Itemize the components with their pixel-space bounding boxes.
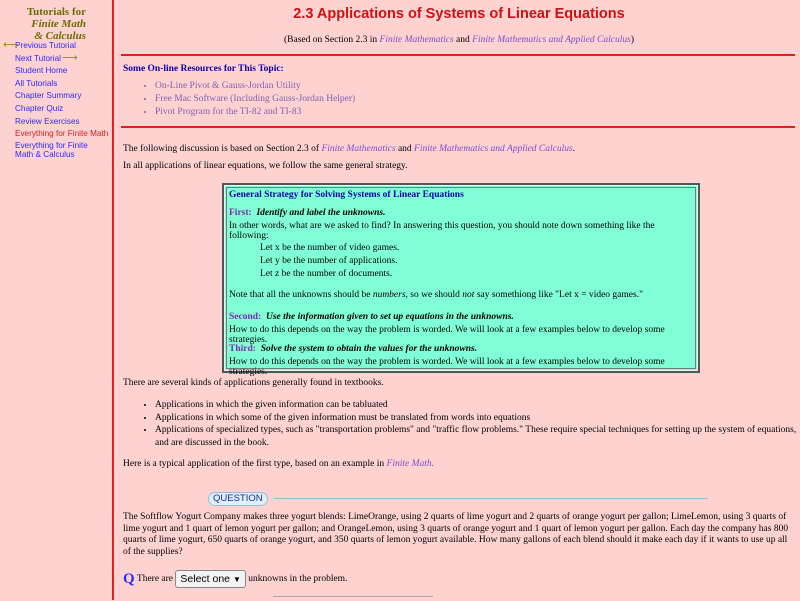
divider: [121, 126, 795, 128]
nav-next-tutorial[interactable]: [0, 53, 108, 66]
page-subtitle: [123, 35, 795, 45]
strategy-heading-text: General Strategy for Solving Systems of Linear Equations: [229, 190, 464, 200]
strategy-heading: [229, 190, 464, 200]
link-finite-math-applied-calculus[interactable]: Finite Mathematics and Applied Calculus: [472, 35, 631, 45]
nav-previous-tutorial[interactable]: [0, 40, 108, 53]
intro-text: and: [395, 144, 415, 154]
answer-suffix: unknowns in the problem.: [248, 574, 348, 585]
subtitle-text: ): [630, 35, 634, 45]
answer-prefix: There are: [136, 574, 174, 585]
nav-all-tutorials[interactable]: All Tutorials: [15, 78, 58, 88]
question-text: The Softflow Yogurt Company makes three yogurt blends: LimeOrange, using 2 quarts of lime yogurt and 2 quarts of orange yogurt per gallon; LimeLemon, using 3 quarts of lime yogurt and 1 quart of lemon yogurt per gallon; and OrangeLemon, using 3 quarts of orange yogurt and 1 quart of lemon yogurt per gallon. Each day the company has 800 quarts of lime yogurt, 650 quarts of orange yogurt, and 350 quarts of lemon yogurt available. How many gallons of each blend should it make each day if it wants to use up all of the supplies?: [123, 512, 789, 557]
question-label: QUESTION: [208, 492, 268, 506]
resource-link[interactable]: • On-Line Pivot & Gauss-Jordan Utility: [155, 80, 355, 93]
let-y: Let y be the number of applications.: [260, 256, 398, 266]
intro-text: The following discussion is based on Section 2.3 of: [123, 144, 322, 154]
note-emphasis: numbers,: [372, 290, 408, 300]
link-finite-math[interactable]: Finite Math.: [386, 459, 435, 469]
link-finite-mathematics-2[interactable]: Finite Mathematics: [321, 144, 396, 154]
next-input-peek: [273, 596, 433, 601]
kind-item: • Applications in which the given information can be tabluated: [155, 399, 800, 412]
resources-list: [139, 80, 355, 119]
question-rule: [274, 498, 708, 499]
subtitle-text: (Based on Section 2.3 in: [284, 35, 380, 45]
arrow-left-icon: ⟵: [3, 39, 19, 51]
q-marker-icon: Q: [123, 571, 135, 588]
chevron-down-icon: ▼: [232, 575, 241, 584]
note-text: Note that all the unknowns should be: [229, 290, 373, 300]
nav-everything-finite-math[interactable]: Everything for Finite Math: [15, 129, 109, 139]
sidebar: [0, 0, 110, 600]
brand-line-1: Tutorials for: [26, 6, 86, 18]
link-finite-mathematics[interactable]: Finite Mathematics: [379, 35, 454, 45]
sidebar-divider: [112, 0, 114, 600]
step-key: First:: [229, 208, 252, 218]
site-brand[interactable]: [27, 6, 86, 42]
strategy-box: [222, 183, 700, 377]
kind-item: • Applications of specialized types, such as "transportation problems" and "traffic flow problems." These require special techniques for setting up the system of equations, and are discussed in the book.: [155, 424, 800, 449]
intro-text: .: [572, 144, 576, 154]
unknowns-count-select[interactable]: [175, 570, 245, 588]
note-emphasis: not: [462, 290, 475, 300]
nav-everything-finite-math-calculus[interactable]: Everything for Finite Math & Calculus: [15, 140, 88, 159]
intro-paragraph: [123, 144, 575, 154]
step-key: Third:: [229, 344, 256, 354]
arrow-right-icon: ⟶: [62, 51, 78, 64]
nav-review-exercises[interactable]: Review Exercises: [15, 116, 80, 126]
step-second-text: How to do this depends on the way the problem is worded. We will look at a few examples below to develop some strategies.: [229, 325, 665, 345]
question-answer-row: [123, 570, 347, 588]
step-title: Solve the system to obtain the values for the unknowns.: [260, 344, 478, 354]
brand-line-2: Finite Math: [31, 18, 86, 30]
step-title: Use the information given to set up equations in the unknowns.: [265, 312, 514, 322]
unknowns-note: [229, 290, 643, 300]
note-text: say somethiong like "Let x = video games.": [474, 290, 643, 300]
step-third-heading: [229, 344, 477, 354]
resource-link[interactable]: • Free Mac Software (Including Gauss-Jordan Helper): [155, 93, 355, 106]
nav-chapter-quiz[interactable]: Chapter Quiz: [15, 103, 64, 113]
sidebar-nav: [0, 40, 108, 159]
kinds-intro: There are several kinds of applications generally found in textbooks.: [123, 378, 384, 388]
subtitle-text: and: [453, 35, 473, 45]
link-finite-math-applied-calculus-2[interactable]: Finite Mathematics and Applied Calculus: [414, 144, 573, 154]
select-value: Select one: [180, 573, 231, 585]
step-second-heading: [229, 312, 514, 322]
step-title: Identify and label the unknowns.: [256, 208, 386, 218]
resources-heading: Some On-line Resources for This Topic:: [123, 64, 284, 74]
nav-student-home[interactable]: Student Home: [15, 66, 68, 76]
let-x: Let x be the number of video games.: [260, 243, 400, 253]
step-first-text: In other words, what are we asked to find? In answering this question, you should note down something like the following:: [229, 221, 655, 241]
brand-line-3: & Calculus: [34, 30, 86, 42]
resource-link[interactable]: • Pivot Program for the TI-82 and TI-83: [155, 106, 355, 119]
note-text: so we should: [407, 290, 463, 300]
step-third-text: How to do this depends on the way the problem is worded. We will look at a few examples below to develop some strategies.: [229, 357, 665, 377]
nav-label: Previous Tutorial: [15, 41, 76, 50]
nav-label: Next Tutorial: [15, 53, 61, 63]
step-key: Second:: [229, 312, 262, 322]
strategy-box-inner: [226, 187, 696, 377]
page-title: 2.3 Applications of Systems of Linear Equations: [293, 6, 625, 22]
intro-line-2: In all applications of linear equations, we follow the same general strategy.: [123, 161, 408, 171]
question-bar: [208, 492, 708, 506]
nav-chapter-summary[interactable]: Chapter Summary: [15, 91, 82, 101]
let-z: Let z be the number of documents.: [260, 269, 393, 279]
typical-text: Here is a typical application of the first type, based on an example in: [123, 459, 387, 469]
divider: [121, 54, 795, 56]
typical-application-line: [123, 459, 434, 469]
kind-item: • Applications in which some of the given information must be translated from words into equations: [155, 412, 800, 425]
kinds-list: [139, 399, 800, 449]
step-first-heading: [229, 208, 386, 218]
